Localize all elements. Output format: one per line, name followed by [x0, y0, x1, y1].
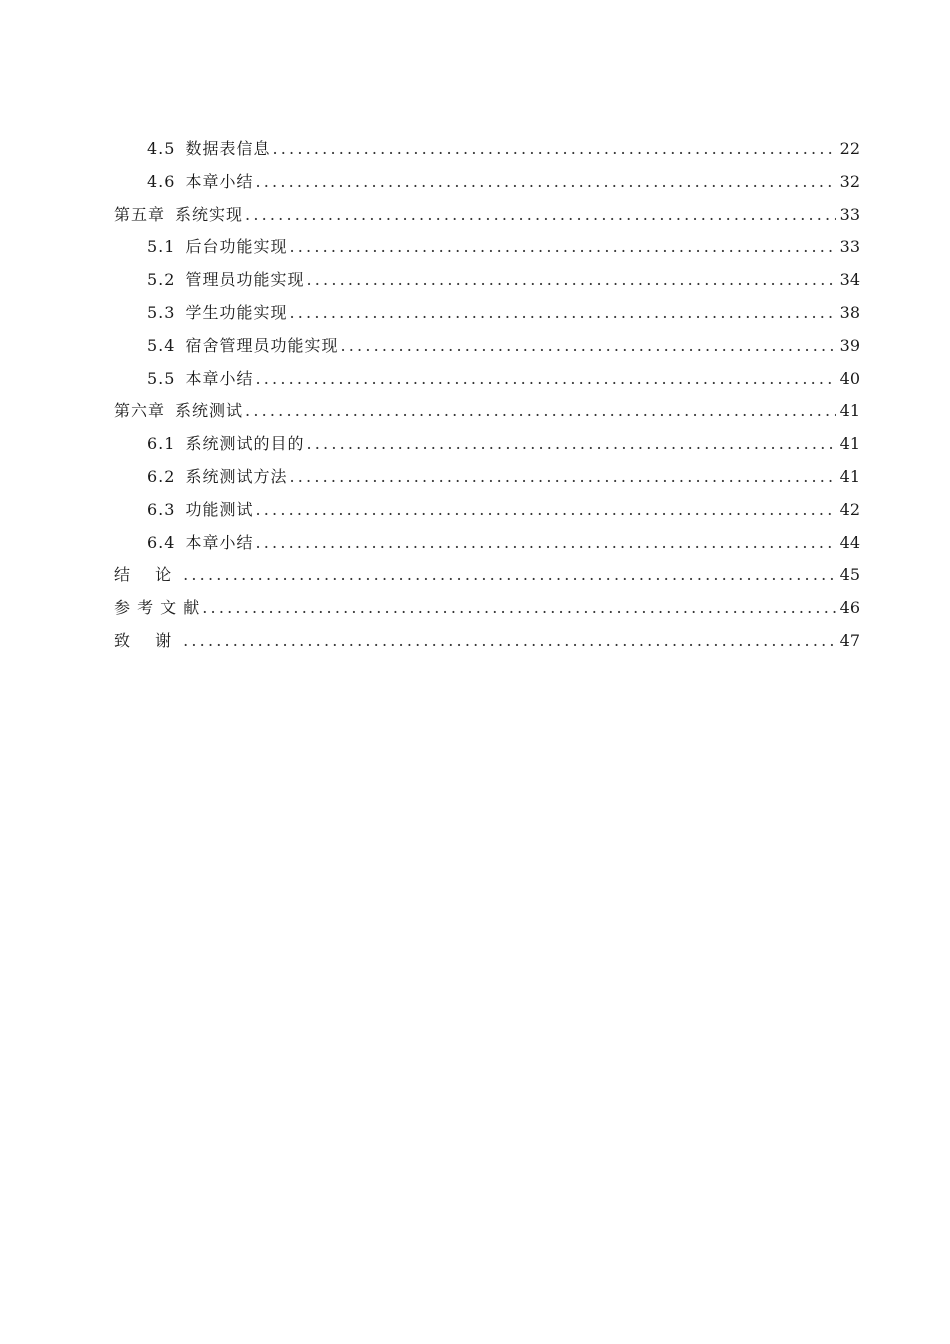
- toc-entry-number: 6.4: [147, 532, 176, 552]
- toc-dot-leader: [289, 301, 835, 325]
- toc-dot-leader: [245, 399, 836, 423]
- toc-page-number: 46: [839, 598, 860, 618]
- toc-dot-leader: [255, 531, 835, 555]
- toc-entry-chapter-5[interactable]: [114, 203, 860, 236]
- toc-dot-leader: [255, 170, 835, 194]
- toc-entry-title: 系统测试的目的: [185, 434, 305, 454]
- toc-page-number: 33: [839, 204, 860, 224]
- toc-entry-5-1[interactable]: [114, 235, 860, 268]
- toc-entry-title: 致 谢: [114, 630, 182, 650]
- toc-page-number: 32: [839, 171, 860, 191]
- toc-entry-number: 5.4: [147, 335, 176, 355]
- toc-entry-6-3[interactable]: [114, 498, 860, 531]
- toc-page-number: 40: [839, 368, 860, 388]
- toc-dot-leader: [289, 235, 835, 259]
- toc-chapter-number: 第六章: [114, 401, 166, 421]
- toc-entry-number: 5.5: [147, 368, 176, 388]
- toc-entry-title: 数据表信息: [185, 139, 271, 158]
- toc-page-number: 42: [839, 499, 860, 519]
- toc-entry-title: 学生功能实现: [185, 302, 288, 322]
- toc-entry-title: 管理员功能实现: [185, 270, 305, 290]
- toc-entry-title: 参 考 文 献: [114, 598, 201, 618]
- toc-dot-leader: [272, 137, 835, 161]
- toc-entry-5-5[interactable]: [114, 367, 860, 400]
- toc-page-number: 47: [839, 630, 860, 650]
- toc-entry-title: 系统测试: [175, 401, 244, 421]
- toc-entry-number: 4.5: [147, 139, 176, 158]
- toc-page-number: 41: [839, 466, 860, 486]
- toc-entry-title: 本章小结: [185, 532, 254, 552]
- toc-entry-number: 5.1: [147, 237, 176, 257]
- toc-entry-conclusion[interactable]: [114, 563, 860, 596]
- toc-entry-number: 6.1: [147, 434, 176, 454]
- toc-entry-title: 后台功能实现: [185, 237, 288, 257]
- toc-entry-number: 4.6: [147, 171, 176, 191]
- toc-entry-references[interactable]: [114, 596, 860, 629]
- toc-page-number: 39: [839, 335, 860, 355]
- toc-entry-title: 系统实现: [175, 204, 244, 224]
- toc-dot-leader: [183, 629, 836, 653]
- toc-dot-leader: [306, 432, 835, 456]
- toc-entry-6-4[interactable]: [114, 531, 860, 564]
- toc-entry-number: 6.3: [147, 499, 176, 519]
- toc-entry-6-2[interactable]: [114, 465, 860, 498]
- toc-dot-leader: [183, 563, 836, 587]
- toc-page-number: 41: [839, 434, 860, 454]
- toc-page-number: 41: [839, 401, 860, 421]
- toc-dot-leader: [340, 334, 835, 358]
- toc-page-number: 38: [839, 302, 860, 322]
- table-of-contents: [114, 137, 860, 662]
- toc-entry-title: 本章小结: [185, 368, 254, 388]
- toc-page-number: 33: [839, 237, 860, 257]
- toc-entry-5-2[interactable]: [114, 268, 860, 301]
- toc-chapter-number: 第五章: [114, 204, 166, 224]
- toc-entry-title: 系统测试方法: [185, 466, 288, 486]
- toc-entry-acknowledgements[interactable]: [114, 629, 860, 662]
- toc-dot-leader: [289, 465, 835, 489]
- toc-entry-title: 结 论: [114, 565, 182, 585]
- toc-page-number: 34: [839, 270, 860, 290]
- toc-dot-leader: [202, 596, 835, 620]
- toc-entry-number: 5.3: [147, 302, 176, 322]
- toc-entry-4-6[interactable]: [114, 170, 860, 203]
- toc-dot-leader: [255, 367, 835, 391]
- toc-entry-5-4[interactable]: [114, 334, 860, 367]
- toc-entry-5-3[interactable]: [114, 301, 860, 334]
- toc-entry-title: 功能测试: [185, 499, 254, 519]
- toc-page-number: 44: [839, 532, 860, 552]
- toc-dot-leader: [255, 498, 835, 522]
- toc-dot-leader: [306, 268, 835, 292]
- toc-page-number: 45: [839, 565, 860, 585]
- toc-entry-4-5[interactable]: [114, 137, 860, 170]
- toc-entry-number: 5.2: [147, 270, 176, 290]
- toc-entry-6-1[interactable]: [114, 432, 860, 465]
- toc-entry-chapter-6[interactable]: [114, 399, 860, 432]
- toc-dot-leader: [245, 203, 836, 227]
- toc-entry-title: 宿舍管理员功能实现: [185, 335, 339, 355]
- toc-entry-number: 6.2: [147, 466, 176, 486]
- toc-entry-title: 本章小结: [185, 171, 254, 191]
- toc-page-number: 22: [839, 139, 860, 158]
